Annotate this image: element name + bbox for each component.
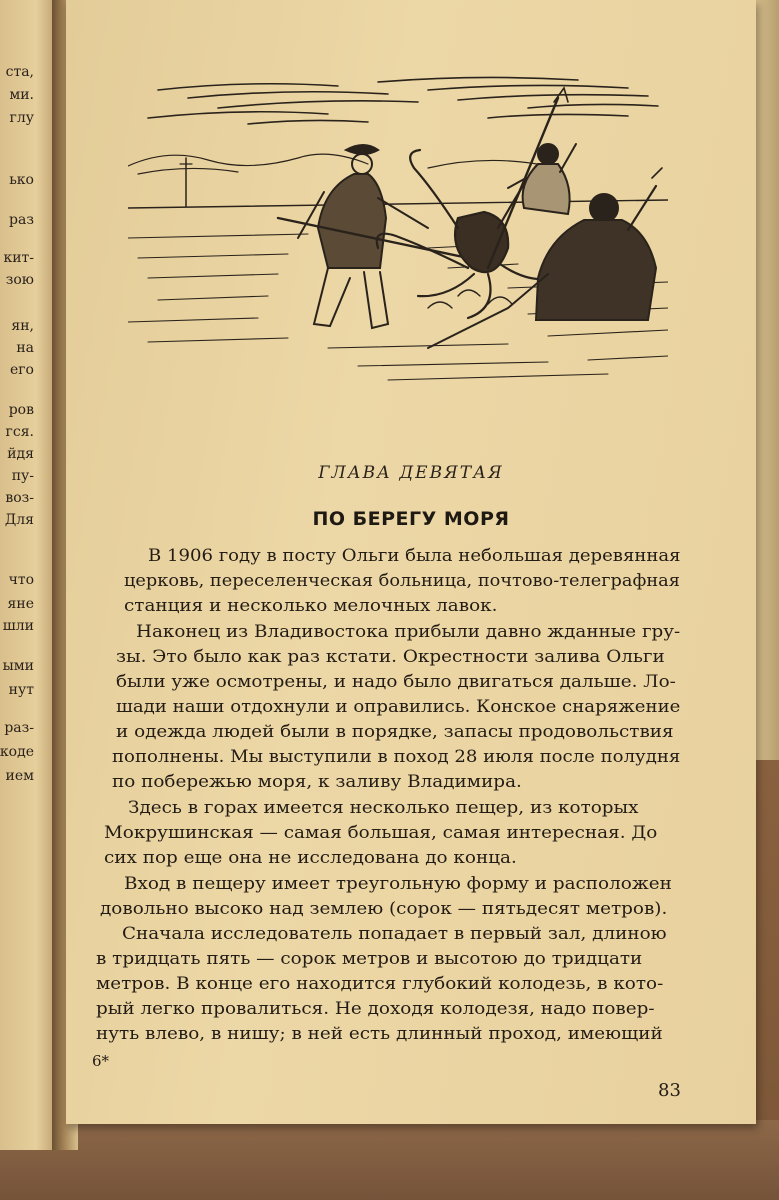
left-page-fragment: раз [9, 212, 34, 228]
body-line: и одежда людей были в порядке, запасы продовольствия [116, 722, 674, 742]
left-page-fragment: ста, [5, 64, 34, 80]
left-page-fragment: ыми [2, 658, 34, 674]
body-line: станция и несколько мелочных лавок. [124, 596, 498, 616]
body-line: рый легко провалиться. Не доходя колодезя, надо повер- [96, 999, 655, 1019]
left-page-fragment: раз- [4, 720, 34, 736]
left-page-fragment: гся. [5, 424, 34, 440]
left-page-fragment: шли [2, 618, 34, 634]
left-page-fragment: на [16, 340, 34, 356]
left-page-fragment: Для [4, 512, 34, 528]
body-line: были уже осмотрены, и надо было двигаться дальше. Ло- [116, 672, 676, 692]
left-page [0, 0, 60, 1150]
left-page-fragment: кит- [3, 250, 34, 266]
body-line: довольно высоко над землею (сорок — пятьдесят метров). [100, 899, 668, 919]
body-line: по побережью моря, к заливу Владимира. [112, 772, 522, 792]
body-line: шади наши отдохнули и оправились. Конское снаряжение [116, 697, 681, 717]
body-line: церковь, переселенческая больница, почтово-телеграфная [124, 571, 680, 591]
left-page-fragment: йдя [7, 446, 34, 462]
body-line: пополнены. Мы выступили в поход 28 июля после полудня [112, 747, 681, 767]
left-page-fragment: ием [5, 768, 34, 784]
octopus-fishing-illustration [128, 68, 668, 386]
signature-mark: 6* [92, 1052, 110, 1070]
left-page-fragment: ров [8, 402, 34, 418]
left-page-fragment: ько [9, 172, 34, 188]
body-line: Наконец из Владивостока прибыли давно жданные гру- [136, 622, 681, 642]
left-page-fragment: ян, [11, 318, 34, 334]
left-page-fragment: глу [9, 110, 34, 126]
body-line: сих пор еще она не исследована до конца. [104, 848, 517, 868]
body-line: в тридцать пять — сорок метров и высотою до тридцати [96, 949, 643, 969]
left-page-fragment: яне [7, 596, 34, 612]
left-page-fragment: коде [0, 744, 34, 760]
body-line: метров. В конце его находится глубокий колодезь, в кото- [96, 974, 664, 994]
table-surface [0, 1120, 779, 1200]
left-page-fragment: его [9, 362, 34, 378]
page-number: 83 [658, 1080, 681, 1101]
chapter-title: ПО БЕРЕГУ МОРЯ [312, 508, 510, 530]
left-page-fragment: воз- [5, 490, 34, 506]
left-page-fragment: зою [5, 272, 34, 288]
body-line: нуть влево, в нишу; в ней есть длинный проход, имеющий [96, 1024, 663, 1044]
body-line: зы. Это было как раз кстати. Окрестности залива Ольги [116, 647, 665, 667]
body-line: Мокрушинская — самая большая, самая интересная. До [104, 823, 658, 843]
left-page-fragment: пу- [11, 468, 34, 484]
chapter-label: ГЛАВА ДЕВЯТАЯ [318, 463, 504, 483]
left-page-fragment: что [8, 572, 34, 588]
body-line: В 1906 году в посту Ольги была небольшая деревянная [148, 546, 681, 566]
body-line: Вход в пещеру имеет треугольную форму и расположен [124, 874, 672, 894]
left-page-fragment: ми. [9, 87, 34, 103]
body-line: Здесь в горах имеется несколько пещер, из которых [128, 798, 639, 818]
page-edge [756, 0, 779, 760]
left-page-fragment: нут [8, 682, 34, 698]
body-line: Сначала исследователь попадает в первый зал, длиною [122, 924, 667, 944]
